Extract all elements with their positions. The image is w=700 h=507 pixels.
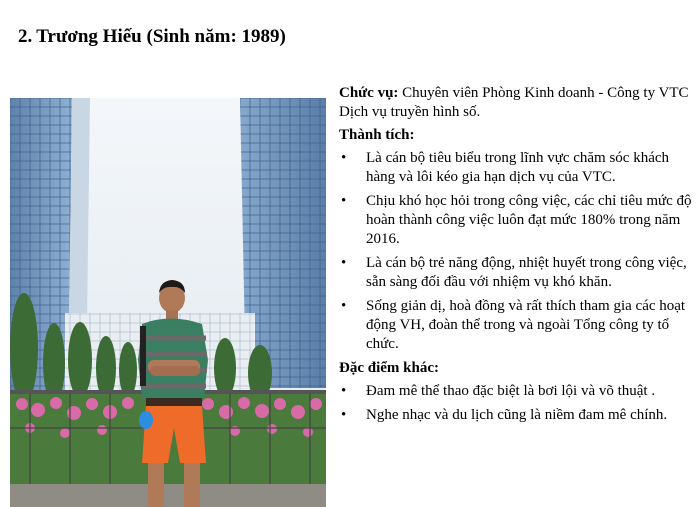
profile-photo — [10, 98, 326, 507]
traits-heading: Đặc điểm khác: — [339, 360, 439, 376]
achievements-list — [339, 149, 695, 354]
profile-content — [339, 84, 695, 430]
position-label: Chức vụ: — [339, 85, 399, 101]
position-text: Chuyên viên Phòng Kinh doanh - Công ty VTC Dịch vụ truyền hình số. — [339, 85, 689, 120]
position-paragraph — [339, 84, 695, 122]
page-title — [18, 26, 286, 48]
trait-item: • Nghe nhạc và du lịch cũng là niềm đam mê chính. — [339, 406, 695, 425]
title-number: 2. — [18, 26, 33, 47]
traits-list — [339, 382, 695, 425]
title-name: Trương Hiếu (Sinh năm: 1989) — [36, 26, 286, 47]
achievements-heading: Thành tích: — [339, 127, 415, 143]
achievement-item: • Là cán bộ tiêu biểu trong lĩnh vực chăm sóc khách hàng và lôi kéo gia hạn dịch vụ của VTC. — [339, 149, 695, 187]
achievement-item: • Chịu khó học hỏi trong công việc, các chỉ tiêu mức độ hoàn thành công việc luôn đạt mức 180% trong năm 2016. — [339, 192, 695, 249]
achievement-item: • Là cán bộ trẻ năng động, nhiệt huyết trong công việc, sẵn sàng đối đầu với nhiệm vụ khó khăn. — [339, 254, 695, 292]
trait-item: • Đam mê thể thao đặc biệt là bơi lội và võ thuật . — [339, 382, 695, 401]
achievement-item: • Sống giản dị, hoà đồng và rất thích tham gia các hoạt động VH, đoàn thể trong và ngoài Tổng công ty tổ chức. — [339, 297, 695, 354]
